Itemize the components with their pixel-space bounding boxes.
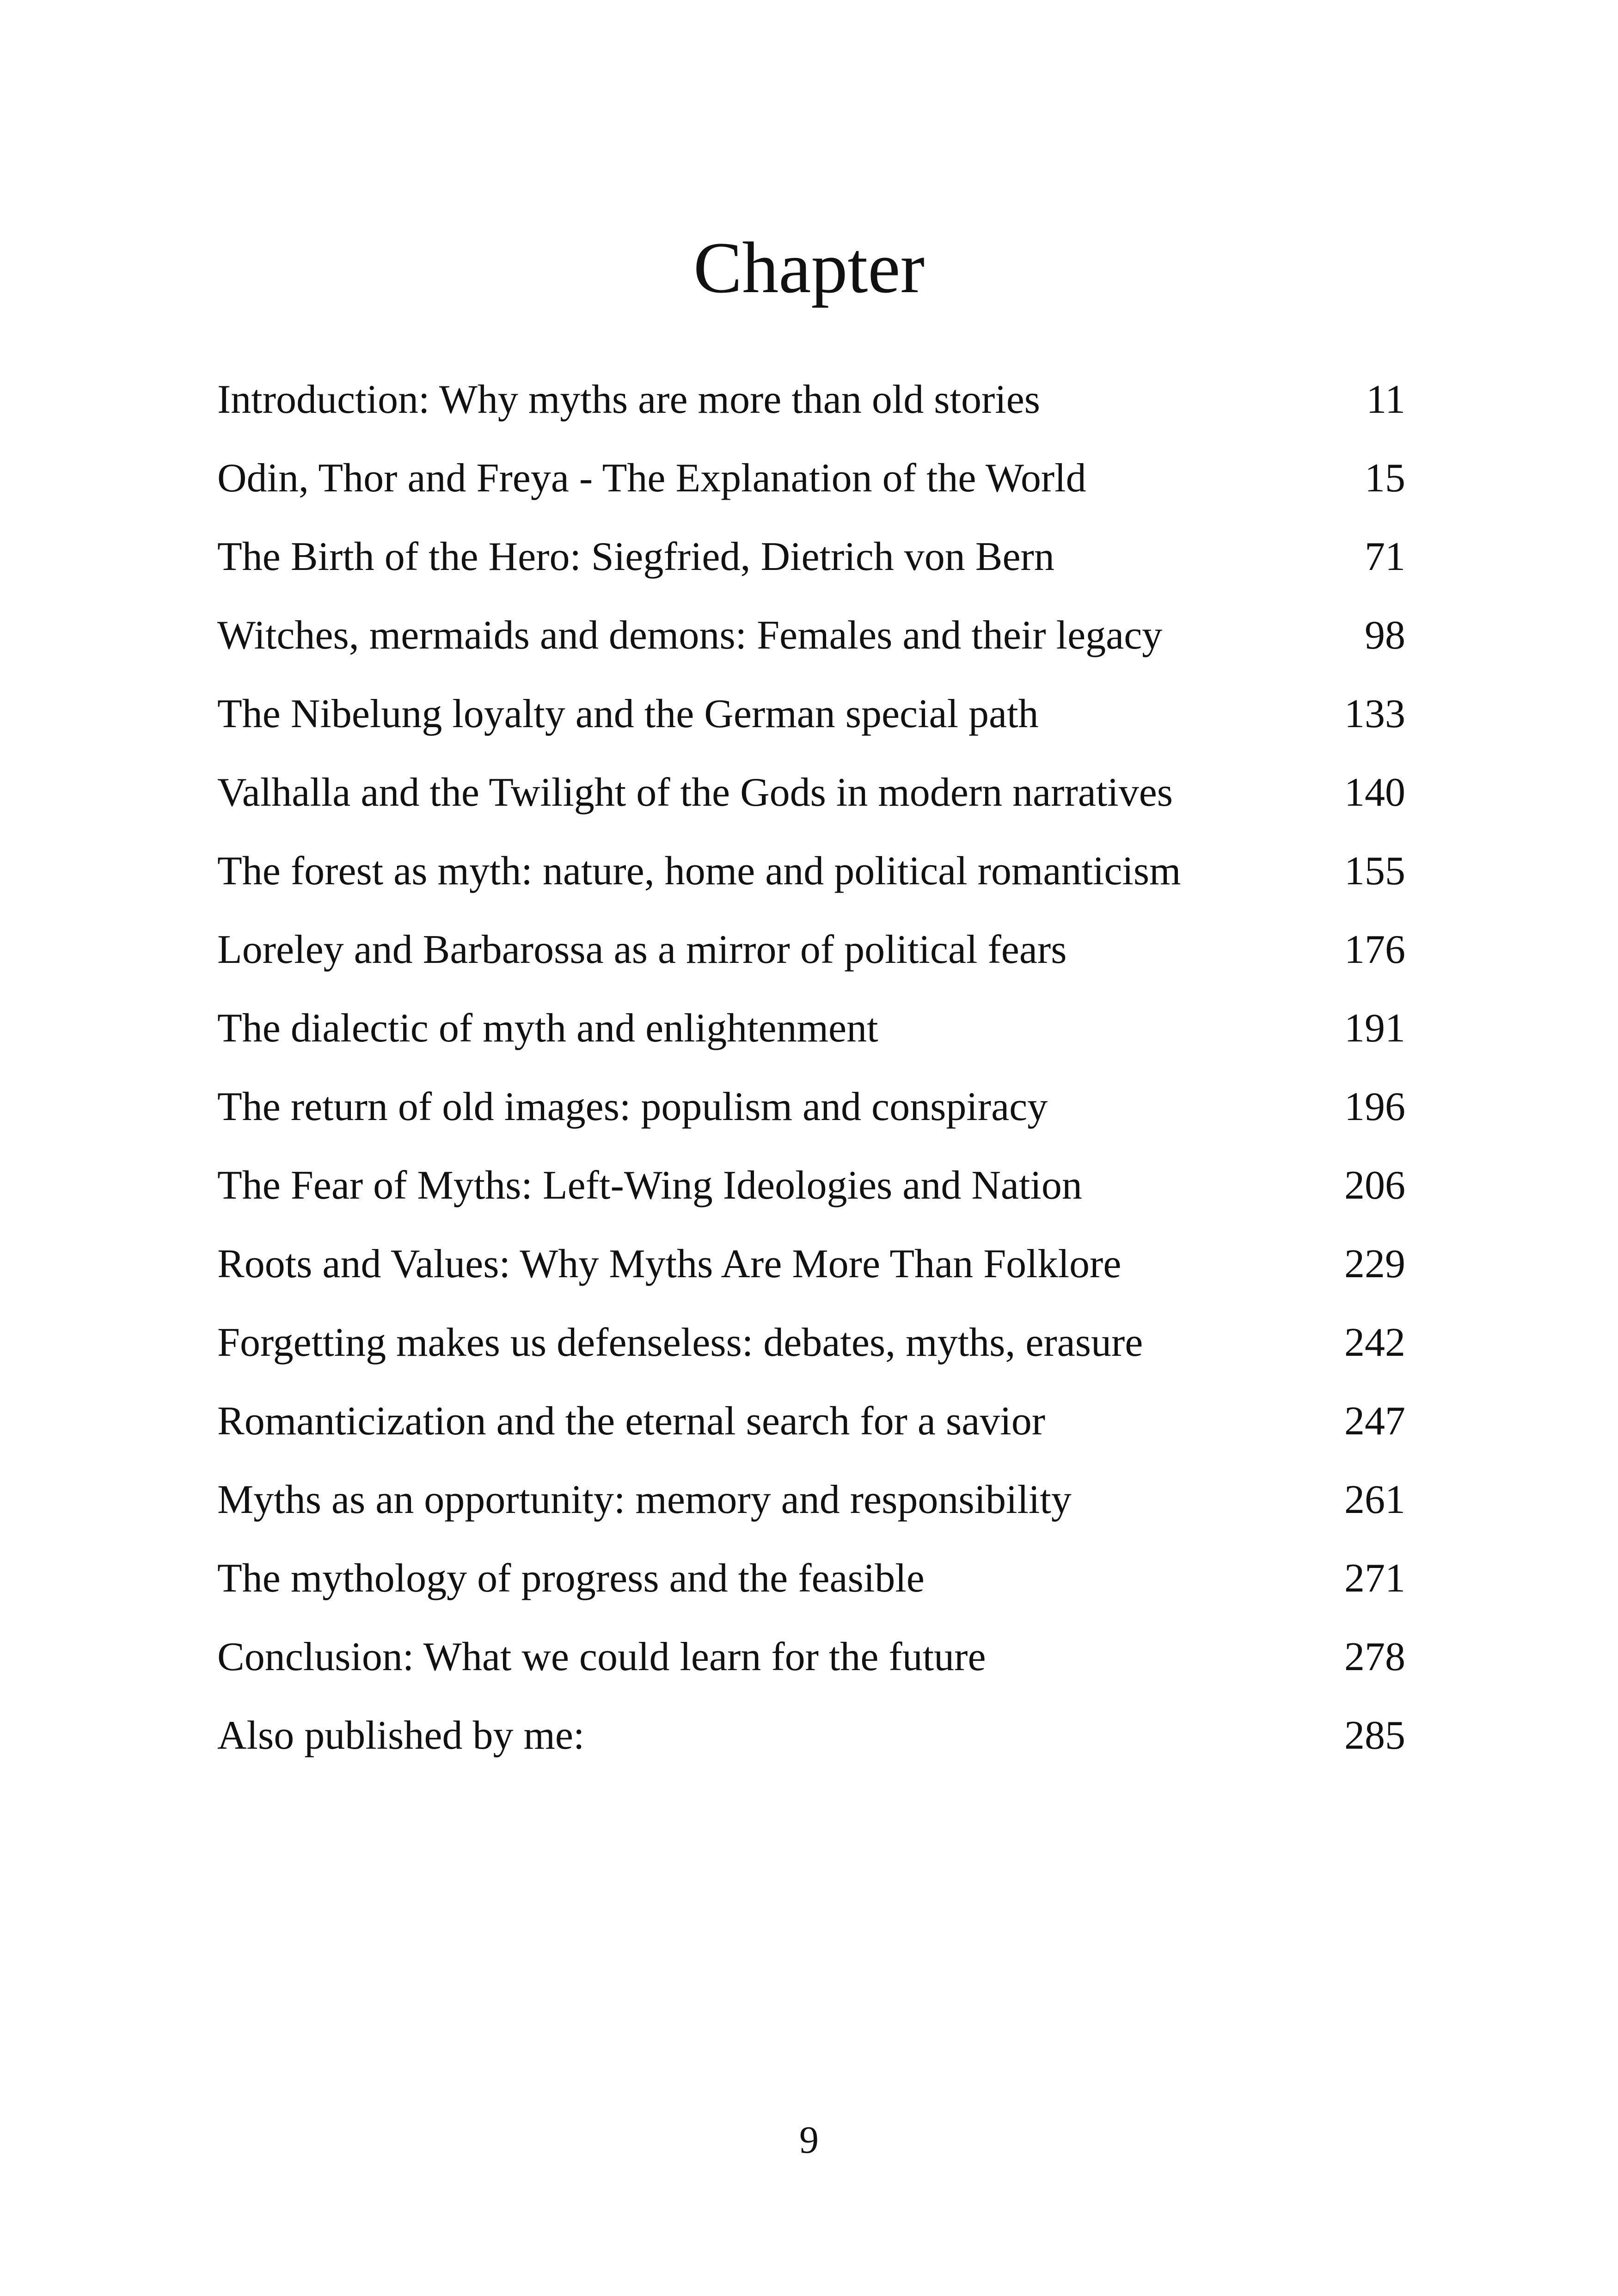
toc-entry-page: 229 [1344,1242,1405,1286]
toc-entry-page: 196 [1344,1084,1405,1129]
toc-entry [217,1696,1405,1775]
page-title: Chapter [693,227,925,308]
toc-entry-title: Conclusion: What we could learn for the future [217,1635,986,1679]
toc-entry [217,361,1405,439]
toc-entry-title: Valhalla and the Twilight of the Gods in modern narratives [217,770,1173,815]
toc-entry-title: The Nibelung loyalty and the German special path [217,692,1039,736]
toc-entry-title: Witches, mermaids and demons: Females and their legacy [217,613,1163,658]
toc-entry-title: The return of old images: populism and conspiracy [217,1084,1048,1129]
toc-entry [217,596,1405,675]
toc-entry [217,675,1405,753]
toc-entry-page: 98 [1365,613,1405,658]
toc-entry [217,1068,1405,1146]
toc-entry [217,1225,1405,1304]
toc-entry-title: The Fear of Myths: Left-Wing Ideologies and Nation [217,1163,1082,1208]
toc-entry-page: 140 [1344,770,1405,815]
toc-entry-page: 206 [1344,1163,1405,1208]
toc-entry-title: Forgetting makes us defenseless: debates, myths, erasure [217,1320,1143,1365]
toc-entry-title: Also published by me: [217,1713,585,1758]
toc-entry-page: 176 [1344,927,1405,972]
toc-entry-title: Odin, Thor and Freya - The Explanation of the World [217,456,1086,501]
toc-entry [217,753,1405,832]
toc-entry [217,832,1405,911]
toc-entry-page: 278 [1344,1635,1405,1679]
toc-entry [217,1618,1405,1696]
toc-entry [217,1382,1405,1461]
toc-entry [217,439,1405,518]
toc-entry-page: 271 [1344,1556,1405,1601]
toc-entry [217,518,1405,596]
toc-entry-page: 15 [1365,456,1405,501]
toc-entry-page: 285 [1344,1713,1405,1758]
toc-entry-title: The dialectic of myth and enlightenment [217,1006,878,1051]
toc-entry-page: 155 [1344,849,1405,894]
toc-entry [217,989,1405,1068]
toc-entry [217,1461,1405,1539]
toc-entry [217,911,1405,989]
toc-entry-title: The Birth of the Hero: Siegfried, Dietrich von Bern [217,534,1054,579]
toc-entry [217,1539,1405,1618]
toc-entry-title: The mythology of progress and the feasible [217,1556,925,1601]
toc-entry [217,1304,1405,1382]
table-of-contents [217,361,1405,1775]
toc-entry-page: 11 [1366,377,1405,422]
toc-entry-page: 242 [1344,1320,1405,1365]
toc-entry-page: 71 [1365,534,1405,579]
toc-entry-page: 191 [1344,1006,1405,1051]
toc-entry-title: Roots and Values: Why Myths Are More Than Folklore [217,1242,1122,1286]
toc-entry-title: Myths as an opportunity: memory and responsibility [217,1477,1072,1522]
toc-entry-title: Loreley and Barbarossa as a mirror of political fears [217,927,1067,972]
toc-entry-title: Romanticization and the eternal search for a savior [217,1399,1046,1444]
toc-entry-title: Introduction: Why myths are more than old stories [217,377,1041,422]
page-number: 9 [799,2118,819,2161]
toc-entry [217,1146,1405,1225]
toc-entry-title: The forest as myth: nature, home and political romanticism [217,849,1181,894]
toc-entry-page: 247 [1344,1399,1405,1444]
toc-entry-page: 261 [1344,1477,1405,1522]
toc-entry-page: 133 [1344,692,1405,736]
